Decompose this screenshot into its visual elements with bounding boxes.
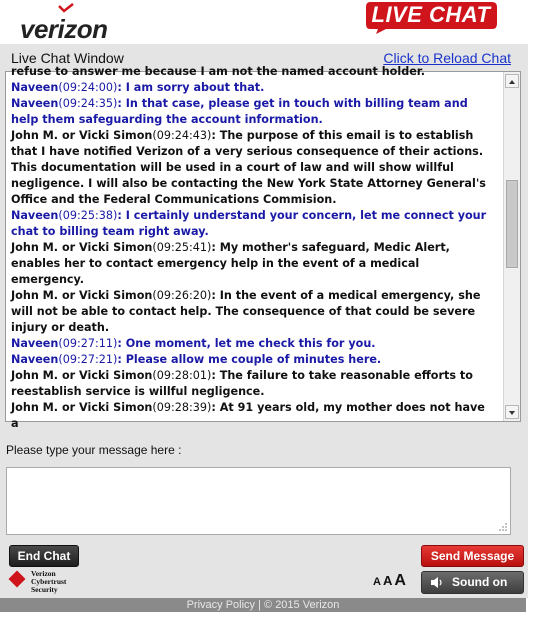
- chat-message: [11, 80, 489, 96]
- window-title: Live Chat Window: [11, 50, 124, 66]
- message-text: : One moment, let me check this for you.: [117, 337, 376, 350]
- message-sender: Naveen: [11, 97, 59, 110]
- message-input[interactable]: [6, 467, 511, 535]
- checkmark-icon: [58, 4, 74, 12]
- resize-grip-icon[interactable]: [498, 522, 508, 532]
- chat-message: [11, 368, 489, 400]
- live-chat-badge-text: LIVE CHAT: [371, 2, 491, 27]
- chat-message: [11, 240, 489, 288]
- send-message-button[interactable]: Send Message: [421, 545, 524, 567]
- message-timestamp: (09:24:43): [152, 129, 212, 142]
- message-text: : In that case, please get in touch with billing team and help them safeguarding the account information.: [11, 97, 468, 126]
- arrow-up-icon: [506, 76, 518, 88]
- privacy-policy-link[interactable]: Privacy Policy: [186, 599, 256, 611]
- message-sender: Naveen: [11, 353, 59, 366]
- verizon-logo: [14, 4, 124, 44]
- speaker-icon: [430, 576, 444, 589]
- message-sender: John M. or Vicki Simon: [11, 129, 153, 142]
- message-text: : At 91 years old, my mother does not have a: [11, 401, 485, 430]
- chat-message: [11, 352, 489, 368]
- end-chat-button[interactable]: End Chat: [9, 545, 79, 567]
- font-size-small[interactable]: A: [373, 576, 381, 588]
- message-text: : Please allow me couple of minutes here.: [117, 353, 382, 366]
- chat-message: [11, 288, 489, 336]
- message-text: refuse to answer me because I am not the named account holder.: [11, 65, 425, 78]
- font-size-controls: [373, 572, 406, 590]
- font-size-medium[interactable]: A: [382, 573, 393, 588]
- live-chat-badge: [366, 0, 498, 34]
- reload-chat-link[interactable]: Click to Reload Chat: [383, 50, 511, 66]
- scroll-down-arrow[interactable]: [505, 405, 519, 419]
- message-text: : My mother's safeguard, Medic Alert, enables her to contact emergency help in the event of a medical emergency.: [11, 241, 450, 286]
- copyright-text: © 2015 Verizon: [264, 599, 340, 611]
- font-size-large[interactable]: A: [394, 572, 406, 589]
- scroll-thumb[interactable]: [506, 180, 518, 268]
- message-timestamp: (09:24:35): [58, 97, 118, 110]
- chat-message: [11, 208, 489, 240]
- message-timestamp: (09:28:01): [152, 369, 212, 382]
- cybertrust-line-2: Cybertrust: [31, 577, 67, 586]
- message-prompt-label: Please type your message here :: [6, 443, 182, 457]
- cybertrust-line-1: Verizon: [31, 569, 56, 578]
- message-sender: John M. or Vicki Simon: [11, 401, 153, 414]
- message-timestamp: (09:26:20): [152, 289, 212, 302]
- message-timestamp: (09:24:00): [58, 81, 118, 94]
- footer-separator: |: [255, 599, 265, 611]
- transcript-scrollbar[interactable]: [503, 72, 520, 421]
- footer: [0, 598, 526, 612]
- message-text: : I am sorry about that.: [117, 81, 265, 94]
- message-timestamp: (09:27:21): [58, 353, 118, 366]
- header: [0, 0, 536, 44]
- message-timestamp: (09:27:11): [58, 337, 118, 350]
- message-text: : In the event of a medical emergency, she will not be able to contact help. The consequence of that could be severe injury or death.: [11, 289, 481, 334]
- chat-transcript[interactable]: [5, 65, 521, 430]
- message-text: : The purpose of this email is to establish that I have notified Verizon of a very serious consequence of their actions. This documentation will be used in a court of law and will show willful negligence. I will also be contacting the New York State Attorney General's Office and the Federal Communications Commision.: [11, 129, 486, 206]
- cybertrust-line-3: Security: [31, 585, 58, 594]
- message-sender: John M. or Vicki Simon: [11, 241, 153, 254]
- message-text: : I certainly understand your concern, let me connect your chat to billing team right away.: [11, 209, 487, 238]
- message-sender: John M. or Vicki Simon: [11, 289, 153, 302]
- message-timestamp: (09:28:39): [152, 401, 212, 414]
- message-sender: Naveen: [11, 337, 59, 350]
- chat-message: [11, 336, 489, 352]
- message-sender: Naveen: [11, 81, 59, 94]
- cybertrust-security-logo: [9, 570, 89, 596]
- message-sender: Naveen: [11, 209, 59, 222]
- message-timestamp: (09:25:41): [152, 241, 212, 254]
- arrow-down-icon: [506, 407, 518, 419]
- sound-toggle-button[interactable]: [421, 571, 524, 594]
- logo-text: verizon: [20, 14, 108, 44]
- chat-message: [11, 64, 489, 80]
- sound-label: Sound on: [452, 575, 508, 589]
- cybertrust-diamond-icon: [9, 571, 26, 588]
- message-timestamp: (09:25:38): [58, 209, 118, 222]
- message-sender: John M. or Vicki Simon: [11, 369, 153, 382]
- chat-message: [11, 128, 489, 208]
- scroll-up-arrow[interactable]: [505, 74, 519, 88]
- chat-message: [11, 96, 489, 128]
- message-text: : The failure to take reasonable efforts to reestablish service is willful negligence.: [11, 369, 473, 398]
- transcript-content: [11, 64, 489, 432]
- chat-message: [11, 400, 489, 432]
